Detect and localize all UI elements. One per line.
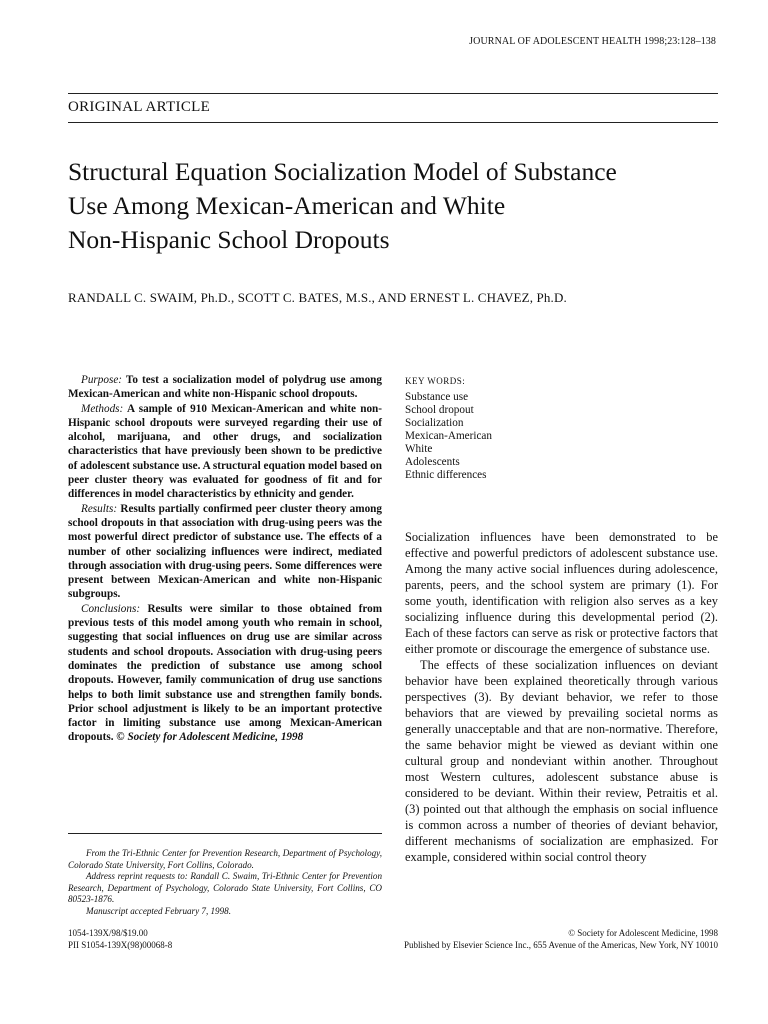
footnote-affiliation: From the Tri-Ethnic Center for Prevention Research, Department of Psychology, Colorado State University, Fort Collins, Colorado. [68,848,382,870]
abstract-methods [68,402,382,502]
abstract-purpose [68,373,382,402]
methods-text: A sample of 910 Mexican-American and white non-Hispanic school dropouts were surveyed regarding their use of alcohol, marijuana, and other drugs, and socialization characteristics that have previously been shown to be predictive of adolescent substance use. A structural equation model based on peer cluster theory was evaluated for goodness of fit and for differences in model characteristics by ethnicity and gender. [68,402,382,501]
footer-publisher [404,928,718,951]
issn-code: 1054-139X/98/$19.00 [68,928,148,938]
section-label: ORIGINAL ARTICLE [68,99,211,115]
keyword-item: Socialization [405,417,464,429]
footnote-rule [68,833,382,834]
keyword-item: School dropout [405,404,474,416]
abstract-copyright: © Society for Adolescent Medicine, 1998 [116,731,304,744]
keyword-item: Adolescents [405,456,460,468]
title-line: Use Among Mexican-American and White [68,191,506,220]
author-list: RANDALL C. SWAIM, Ph.D., SCOTT C. BATES, M.S., AND ERNEST L. CHAVEZ, Ph.D. [68,290,567,305]
keyword-item: Mexican-American [405,430,492,442]
abstract-conclusions [68,602,382,745]
header-rule [68,93,718,94]
article-title [68,155,728,257]
results-label: Results: [81,502,118,515]
methods-label: Methods: [81,402,124,415]
keyword-item: White [405,443,433,455]
abstract [68,373,382,745]
body-paragraph: The effects of these socialization influences on deviant behavior have been explained theoretically through various perspectives (3). By deviant behavior, we refer to those behaviors that are viewed by prevailing societal norms as generally unacceptable and that are non-normative. Therefore, the same behavior might be viewed as deviant within one cultural group and nondeviant within another. Throughout most Western cultures, adolescent substance abuse is considered to be deviant. Within their review, Petraitis et al. (3) pointed out that although the emphasis on social influence is common across a number of theories of deviant behavior, different mechanisms of socialization are emphasized. For example, considered within social control theory [405,658,718,864]
footnotes [68,848,382,918]
title-line: Structural Equation Socialization Model of Substance [68,157,617,186]
running-head: JOURNAL OF ADOLESCENT HEALTH 1998;23:128–138 [469,36,716,47]
keyword-item: Substance use [405,391,469,403]
purpose-label: Purpose: [81,374,123,386]
conclusions-text: Results were similar to those obtained from previous tests of this model among youth who remain in school, suggesting that social influences on drug use are similar across students and school dropouts. Association with drug-using peers dominates the prediction of substance use among school dropouts. However, family communication of drug use sanctions helps to both limit substance use and strengthen family bonds. Prior school adjustment is likely to be an important protective factor in limiting substance use among Mexican-American dropouts. [68,602,383,744]
abstract-results [68,502,382,602]
results-text: Results partially confirmed peer cluster theory among school dropouts in that association with drug-using peers was the most powerful direct predictor of substance use. The effects of a number of other socializing influences were indirect, mediated through association with drug-using peers. Some differences were present between Mexican-American and white non-Hispanic subgroups. [68,502,382,601]
footer-codes [68,928,172,951]
conclusions-label: Conclusions: [81,602,141,615]
keywords-label: KEY WORDS: [405,376,466,386]
purpose-text: To test a socialization model of polydrug use among Mexican-American and white non-Hispanic school dropouts. [68,374,382,401]
publisher-line: Published by Elsevier Science Inc., 655 Avenue of the Americas, New York, NY 10010 [404,939,718,950]
section-rule [68,122,718,123]
footer-copyright: © Society for Adolescent Medicine, 1998 [568,928,718,938]
body-text [405,529,718,865]
keywords-block [405,375,492,482]
body-paragraph: Socialization influences have been demonstrated to be effective and powerful predictors of adolescent substance use. Among the many active social influences during adolescence, parents, peers, and the school system are primary (1). For some youth, identification with religion also serves as a key socializing influence during this developmental period (2). Each of these factors can serve as risk or protective factors that either promote or discourage the emergence of substance use. [405,530,718,656]
title-line: Non-Hispanic School Dropouts [68,225,390,254]
footnote-reprints: Address reprint requests to: Randall C. Swaim, Tri-Ethnic Center for Prevention Research, Department of Psychology, Colorado State University, Fort Collins, CO 80523-1876. [68,871,382,905]
keyword-item: Ethnic differences [405,469,487,481]
pii-code: PII S1054-139X(98)00068-8 [68,939,173,950]
footnote-accepted: Manuscript accepted February 7, 1998. [86,905,231,916]
keywords-list [405,391,492,482]
